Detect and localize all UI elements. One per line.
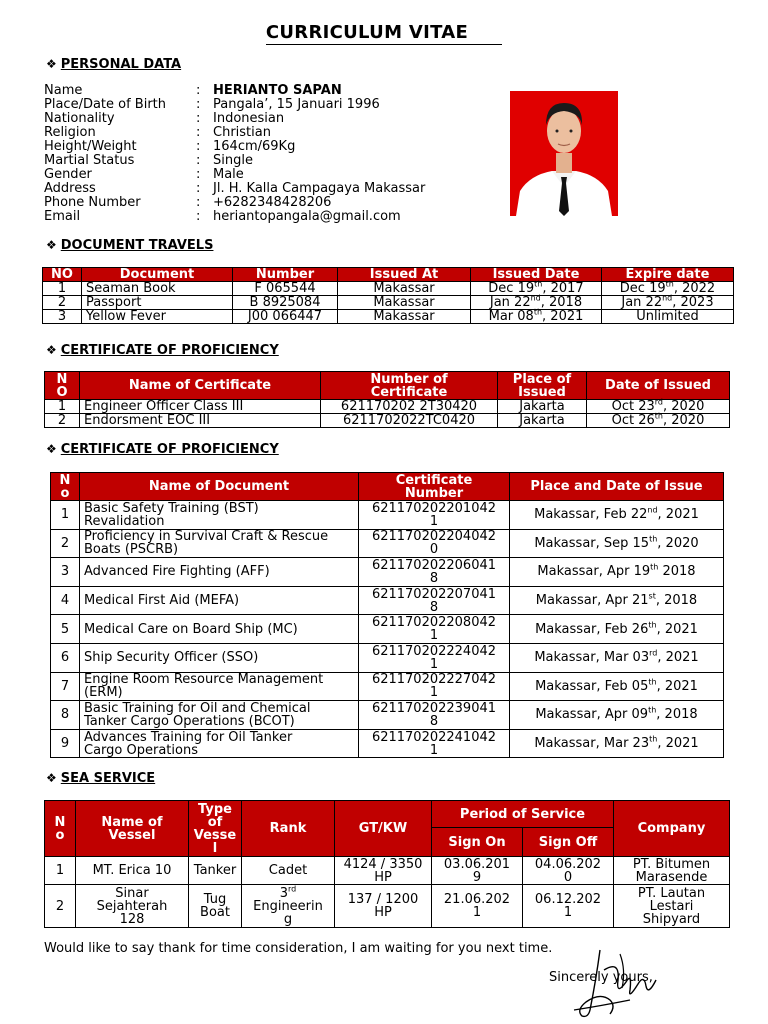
cell-place-date: Makassar, Apr 21st, 2018	[510, 586, 724, 615]
cell-certificate-number: 621170202241042 1	[359, 729, 510, 758]
column-header: N O	[45, 372, 80, 400]
cell-document-name: Basic Training for Oil and Chemical Tanker Cargo Operations (BCOT)	[80, 701, 359, 730]
cell-certificate-number: 621170202 2T30420	[321, 400, 498, 414]
field-value: 164cm/69Kg	[213, 139, 296, 154]
column-header: Name of Document	[80, 473, 359, 501]
table-row	[51, 701, 724, 730]
cell-rank: 3rd Engineerin g	[242, 885, 335, 928]
cell-place-date: Makassar, Apr 09th, 2018	[510, 701, 724, 730]
field-label: Address	[44, 181, 96, 196]
cell-type: Tug Boat	[189, 885, 242, 928]
cell-place-date: Makassar, Apr 19th 2018	[510, 558, 724, 587]
column-header: Document	[82, 268, 233, 282]
cell-place: Jakarta	[498, 414, 587, 428]
cell-sign-on: 03.06.201 9	[432, 857, 523, 885]
cell-certificate-number: 6211702022TC0420	[321, 414, 498, 428]
page-title: CURRICULUM VITAE	[0, 22, 768, 43]
cell-document-name: Proficiency in Survival Craft & Rescue Boats (PSCRB)	[80, 529, 359, 558]
cell-issued-date: Mar 08th, 2021	[471, 310, 602, 324]
table-row	[51, 729, 724, 758]
section-heading-documents: ❖ DOCUMENT TRAVELS	[46, 238, 214, 253]
column-header: Number	[233, 268, 338, 282]
cell-date: Oct 26th, 2020	[587, 414, 730, 428]
table-header-row	[45, 801, 730, 828]
field-label: Phone Number	[44, 195, 141, 210]
table-row	[43, 296, 734, 310]
table-row	[43, 310, 734, 324]
cell-no: 1	[45, 857, 76, 885]
table-row	[45, 857, 730, 885]
cell-document: Seaman Book	[82, 282, 233, 296]
column-header: Expire date	[602, 268, 734, 282]
cell-number: B 8925084	[233, 296, 338, 310]
cell-expire-date: Jan 22nd, 2023	[602, 296, 734, 310]
cell-issued-date: Dec 19th, 2017	[471, 282, 602, 296]
section-heading-cop-2: ❖ CERTIFICATE OF PROFICIENCY	[46, 442, 279, 457]
cell-place-date: Makassar, Mar 03rd, 2021	[510, 643, 724, 672]
field-label: Martial Status	[44, 153, 135, 168]
field-value: +6282348428206	[213, 195, 332, 210]
cell-date: Oct 23rd, 2020	[587, 400, 730, 414]
cell-no: 4	[51, 586, 80, 615]
cell-place-date: Makassar, Sep 15th, 2020	[510, 529, 724, 558]
cell-company: PT. Lautan Lestari Shipyard	[614, 885, 730, 928]
cell-issued-date: Jan 22nd, 2018	[471, 296, 602, 310]
table-row	[45, 885, 730, 928]
cell-expire-date: Dec 19th, 2022	[602, 282, 734, 296]
field-label: Nationality	[44, 111, 115, 126]
cell-no: 8	[51, 701, 80, 730]
cell-no: 2	[43, 296, 82, 310]
column-header: Certificate Number	[359, 473, 510, 501]
table-row	[51, 586, 724, 615]
table-row	[51, 643, 724, 672]
column-header: Type of Vesse l	[189, 801, 242, 857]
field-value: Single	[213, 153, 253, 168]
cell-certificate-number: 621170202206041 8	[359, 558, 510, 587]
column-header: GT/KW	[335, 801, 432, 857]
field-label: Gender	[44, 167, 92, 182]
field-label: Religion	[44, 125, 96, 140]
cell-document-name: Engine Room Resource Management (ERM)	[80, 672, 359, 701]
cell-number: J00 066447	[233, 310, 338, 324]
field-label: Name	[44, 83, 83, 98]
field-value: Christian	[213, 125, 271, 140]
column-header: Sign On	[432, 828, 523, 857]
field-value: Male	[213, 167, 244, 182]
cell-rank: Cadet	[242, 857, 335, 885]
column-header: Sign Off	[523, 828, 614, 857]
cell-no: 7	[51, 672, 80, 701]
column-header: Place and Date of Issue	[510, 473, 724, 501]
cell-no: 3	[51, 558, 80, 587]
table-row	[51, 501, 724, 530]
signoff-text: Sincerely yours,	[549, 970, 653, 985]
cop-table-2	[50, 472, 724, 758]
column-header: Name of Vessel	[76, 801, 189, 857]
cell-document: Passport	[82, 296, 233, 310]
table-row	[45, 414, 730, 428]
field-label: Place/Date of Birth	[44, 97, 167, 112]
cell-no: 1	[45, 400, 80, 414]
field-value: Pangala’, 15 Januari 1996	[213, 97, 380, 112]
column-header: N o	[45, 801, 76, 857]
signature-image	[560, 940, 670, 1024]
section-heading-personal: ❖ PERSONAL DATA	[46, 57, 182, 72]
cop-table-1	[44, 371, 730, 428]
cell-document-name: Medical First Aid (MEFA)	[80, 586, 359, 615]
sea-service-table	[44, 800, 730, 928]
table-header-row	[43, 268, 734, 282]
cell-gt: 4124 / 3350 HP	[335, 857, 432, 885]
table-row	[51, 529, 724, 558]
cell-certificate-number: 621170202207041 8	[359, 586, 510, 615]
cell-gt: 137 / 1200 HP	[335, 885, 432, 928]
cell-issued-at: Makassar	[338, 310, 471, 324]
cell-document-name: Advanced Fire Fighting (AFF)	[80, 558, 359, 587]
column-header: NO	[43, 268, 82, 282]
column-header: Date of Issued	[587, 372, 730, 400]
cell-document: Yellow Fever	[82, 310, 233, 324]
cell-no: 5	[51, 615, 80, 644]
cell-type: Tanker	[189, 857, 242, 885]
section-heading-cop-1: ❖ CERTIFICATE OF PROFICIENCY	[46, 343, 279, 358]
cell-vessel: Sinar Sejahterah 128	[76, 885, 189, 928]
cell-place-date: Makassar, Feb 22nd, 2021	[510, 501, 724, 530]
table-row	[43, 282, 734, 296]
field-value: HERIANTO SAPAN	[213, 83, 342, 98]
cell-no: 6	[51, 643, 80, 672]
cell-certificate-number: 621170202208042 1	[359, 615, 510, 644]
column-header: Issued Date	[471, 268, 602, 282]
cell-certificate-number: 621170202204042 0	[359, 529, 510, 558]
field-label: Email	[44, 209, 81, 224]
cell-no: 2	[45, 885, 76, 928]
cell-certificate-number: 621170202224042 1	[359, 643, 510, 672]
field-value: Jl. H. Kalla Campagaya Makassar	[213, 181, 426, 196]
cell-issued-at: Makassar	[338, 282, 471, 296]
cell-sign-on: 21.06.202 1	[432, 885, 523, 928]
cell-place-date: Makassar, Mar 23th, 2021	[510, 729, 724, 758]
cell-place-date: Makassar, Feb 05th, 2021	[510, 672, 724, 701]
table-row	[51, 558, 724, 587]
cell-number: F 065544	[233, 282, 338, 296]
cell-place-date: Makassar, Feb 26th, 2021	[510, 615, 724, 644]
personal-data-list: Name : HERIANTO SAPAN Place/Date of Birth : Pangala’, 15 Januari 1996 Nationality : Indonesian Religion : Christian Height/Weight : 164cm/69Kg Martial Status : Single Gender : Male Address : Jl. H. Kalla Campagaya Makassar Phone Number : +6282348428206 Email : heriantopangala@gmail.com	[44, 83, 426, 224]
cell-no: 9	[51, 729, 80, 758]
table-row	[45, 400, 730, 414]
cell-sign-off: 06.12.202 1	[523, 885, 614, 928]
field-value: Indonesian	[213, 111, 285, 126]
column-header: Number of Certificate	[321, 372, 498, 400]
column-header: Issued At	[338, 268, 471, 282]
section-heading-sea-service: ❖ SEA SERVICE	[46, 771, 156, 786]
cell-place: Jakarta	[498, 400, 587, 414]
column-header: Company	[614, 801, 730, 857]
cell-no: 3	[43, 310, 82, 324]
table-header-row	[45, 372, 730, 400]
column-header: Name of Certificate	[80, 372, 321, 400]
profile-photo	[510, 91, 618, 216]
column-header: Period of Service	[432, 801, 614, 828]
cell-no: 2	[45, 414, 80, 428]
cell-certificate-number: 621170202201042 1	[359, 501, 510, 530]
table-row	[51, 615, 724, 644]
cell-certificate-number: 621170202227042 1	[359, 672, 510, 701]
column-header: N o	[51, 473, 80, 501]
cell-certificate-name: Engineer Officer Class III	[80, 400, 321, 414]
field-label: Height/Weight	[44, 139, 137, 154]
column-header: Place of Issued	[498, 372, 587, 400]
cell-certificate-number: 621170202239041 8	[359, 701, 510, 730]
cell-no: 2	[51, 529, 80, 558]
cell-document-name: Advances Training for Oil Tanker Cargo Operations	[80, 729, 359, 758]
cell-sign-off: 04.06.202 0	[523, 857, 614, 885]
cell-document-name: Ship Security Officer (SSO)	[80, 643, 359, 672]
cell-certificate-name: Endorsment EOC III	[80, 414, 321, 428]
cell-issued-at: Makassar	[338, 296, 471, 310]
cell-vessel: MT. Erica 10	[76, 857, 189, 885]
cell-document-name: Medical Care on Board Ship (MC)	[80, 615, 359, 644]
cell-company: PT. Bitumen Marasende	[614, 857, 730, 885]
cell-no: 1	[43, 282, 82, 296]
documents-table	[42, 267, 734, 324]
closing-text: Would like to say thank for time consideration, I am waiting for you next time.	[44, 941, 553, 956]
cell-expire-date: Unlimited	[602, 310, 734, 324]
cell-document-name: Basic Safety Training (BST) Revalidation	[80, 501, 359, 530]
table-header-row	[51, 473, 724, 501]
field-value: heriantopangala@gmail.com	[213, 209, 401, 224]
column-header: Rank	[242, 801, 335, 857]
table-row	[51, 672, 724, 701]
cell-no: 1	[51, 501, 80, 530]
